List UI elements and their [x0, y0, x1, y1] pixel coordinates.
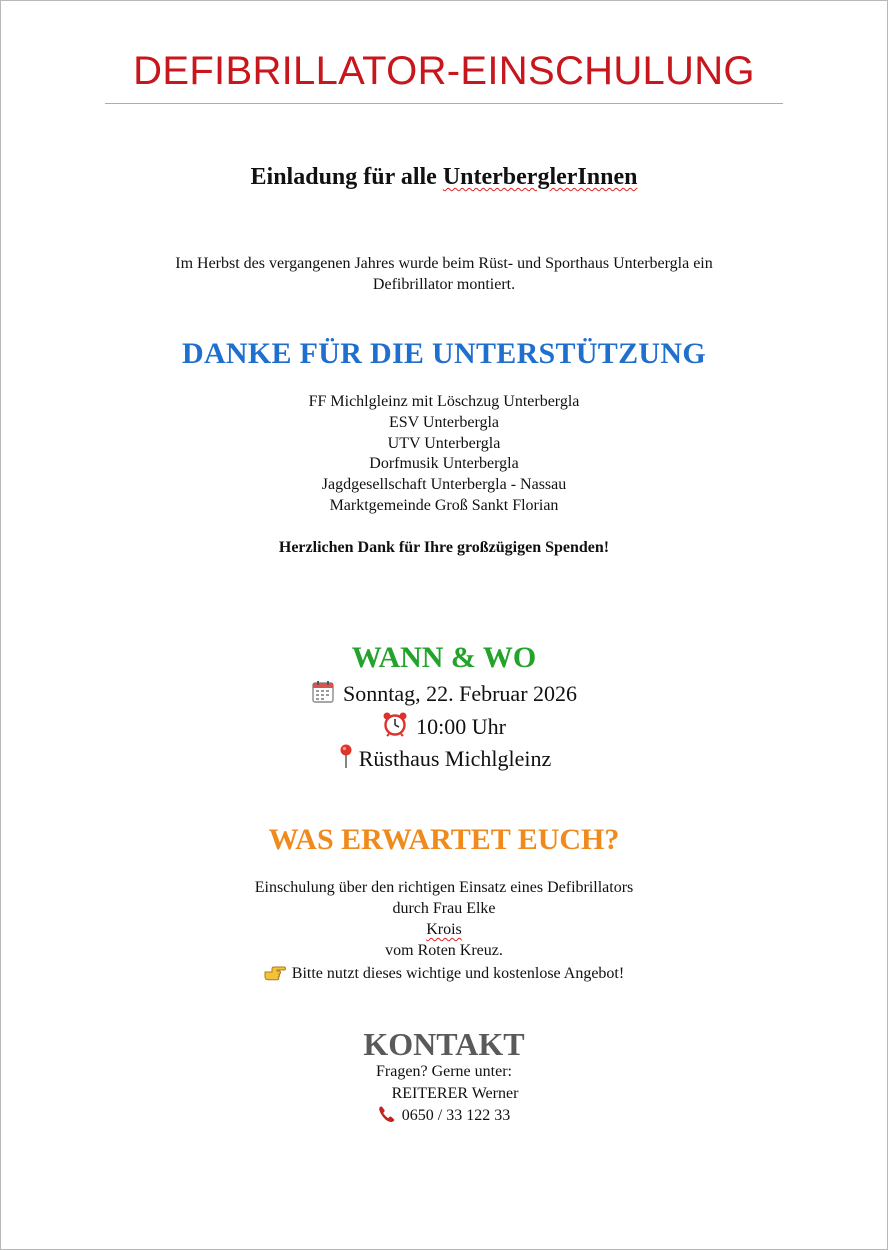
supporter-item: ESV Unterbergla [388, 413, 500, 431]
expect-line-2 [1, 898, 887, 961]
contact-heading: KONTAKT [363, 1026, 525, 1062]
instructor-surname: Krois [426, 921, 462, 938]
when-where-heading: WANN & WO [351, 641, 537, 674]
expect-paragraph [1, 877, 887, 961]
expect-heading: WAS ERWARTET EUCH? [268, 823, 620, 856]
supporter-item: Marktgemeinde Groß Sankt Florian [329, 496, 559, 514]
event-place-line [1, 743, 887, 777]
event-time: 10:00 Uhr [416, 714, 506, 739]
alarm-clock-icon [382, 711, 408, 745]
intro-line: Im Herbst des vergangenen Jahres wurde beim Rüst- und Sporthaus Unterbergla ein [175, 255, 713, 272]
supporters-list [1, 392, 887, 517]
invitation-line [1, 161, 887, 193]
supporter-item: UTV Unterbergla [387, 434, 501, 452]
expect-line: Einschulung über den richtigen Einsatz eines Defibrillators [254, 879, 634, 896]
pin-icon [337, 743, 355, 777]
intro-line: Defibrillator montiert. [372, 276, 516, 293]
supporter-item: Jagdgesellschaft Unterbergla - Nassau [321, 476, 567, 494]
event-place: Rüsthaus Michlgleinz [358, 746, 552, 771]
invitation-audience: UnterberglerInnen [442, 164, 638, 190]
calendar-icon [311, 680, 335, 712]
document-title: DEFIBRILLATOR-EINSCHULUNG [133, 49, 755, 93]
supporter-item: FF Michlgleinz mit Löschzug Unterbergla [308, 393, 580, 410]
contact-question: Fragen? Gerne unter: [376, 1063, 512, 1080]
thanks-heading: DANKE FÜR DIE UNTERSTÜTZUNG [181, 337, 706, 370]
event-date-line [1, 679, 887, 712]
contact-name: REITERER Werner [391, 1085, 519, 1102]
expect-line-2-end: vom Roten Kreuz. [385, 942, 503, 959]
offer-text: Bitte nutzt dieses wichtige und kostenlose Angebot! [291, 965, 625, 982]
contact-phone-line [1, 1105, 887, 1130]
intro-paragraph [1, 253, 887, 295]
contact-phone: 0650 / 33 122 33 [401, 1107, 511, 1124]
phone-icon [378, 1105, 396, 1130]
supporter-item: Dorfmusik Unterbergla [369, 455, 519, 473]
invitation-prefix: Einladung für alle [250, 164, 443, 190]
thanks-closing: Herzlichen Dank für Ihre großzügigen Spenden! [278, 539, 610, 556]
event-time-line [1, 711, 887, 745]
offer-line [1, 963, 887, 989]
pointing-hand-icon [264, 964, 286, 989]
event-date: Sonntag, 22. Februar 2026 [342, 681, 578, 706]
expect-line-2-start: durch Frau Elke [392, 900, 496, 917]
title-divider [105, 103, 783, 104]
